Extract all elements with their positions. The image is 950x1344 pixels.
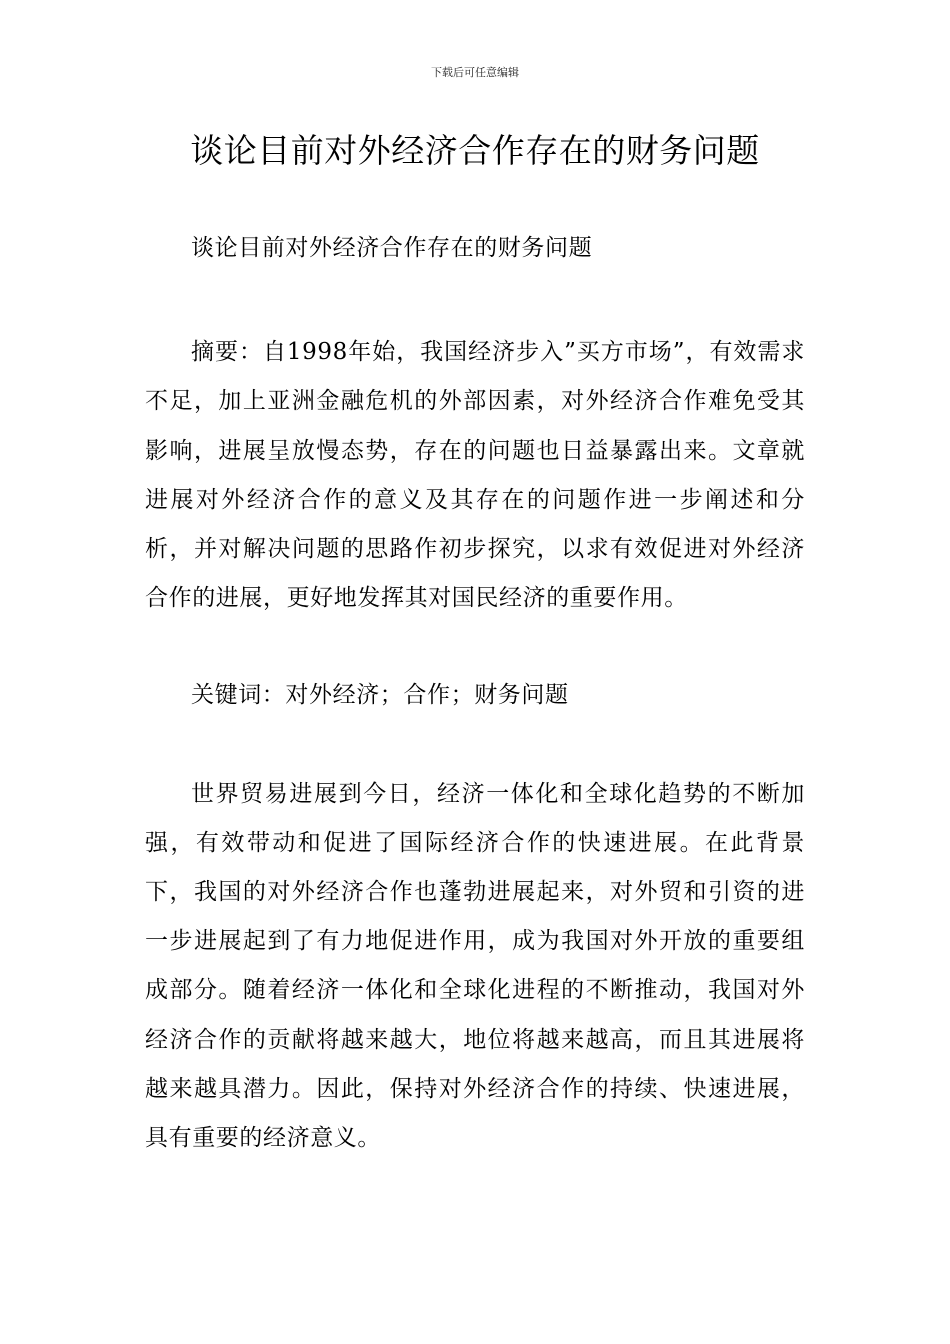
spacer xyxy=(145,273,805,328)
header-note: 下载后可任意编辑 xyxy=(431,66,519,79)
spacer xyxy=(145,623,805,671)
keywords-paragraph: 关键词：对外经济；合作；财务问题 xyxy=(191,682,569,709)
subtitle-paragraph: 谈论目前对外经济合作存在的财务问题 xyxy=(191,235,593,261)
document-body xyxy=(145,224,805,1163)
spacer xyxy=(145,721,805,770)
body-paragraph: 世界贸易进展到今日，经济一体化和全球化趋势的不断加强，有效带动和促进了国际经济合作的快速进展。在此背景下，我国的对外经济合作也蓬勃进展起来，对外贸和引资的进一步进展起到了有力地促进作用，成为我国对外开放的重要组成部分。随着经济一体化和全球化进程的不断推动，我国对外经济合作的贡献将越来越大，地位将越来越高，而且其进展将越来越具潜力。因此，保持对外经济合作的持续、快速进展，具有重要的经济意义。 xyxy=(145,780,805,1152)
abstract-paragraph: 摘要：自1998年始，我国经济步入”买方市场”，有效需求不足，加上亚洲金融危机的外部因素，对外经济合作难免受其影响，进展呈放慢态势，存在的问题也日益暴露出来。文章就进展对外经济合作的意义及其存在的问题作进一步阐述和分析，并对解决问题的思路作初步探究，以求有效促进对外经济合作的进展，更好地发挥其对国民经济的重要作用。 xyxy=(145,339,805,612)
document-title: 谈论目前对外经济合作存在的财务问题 xyxy=(190,131,760,170)
